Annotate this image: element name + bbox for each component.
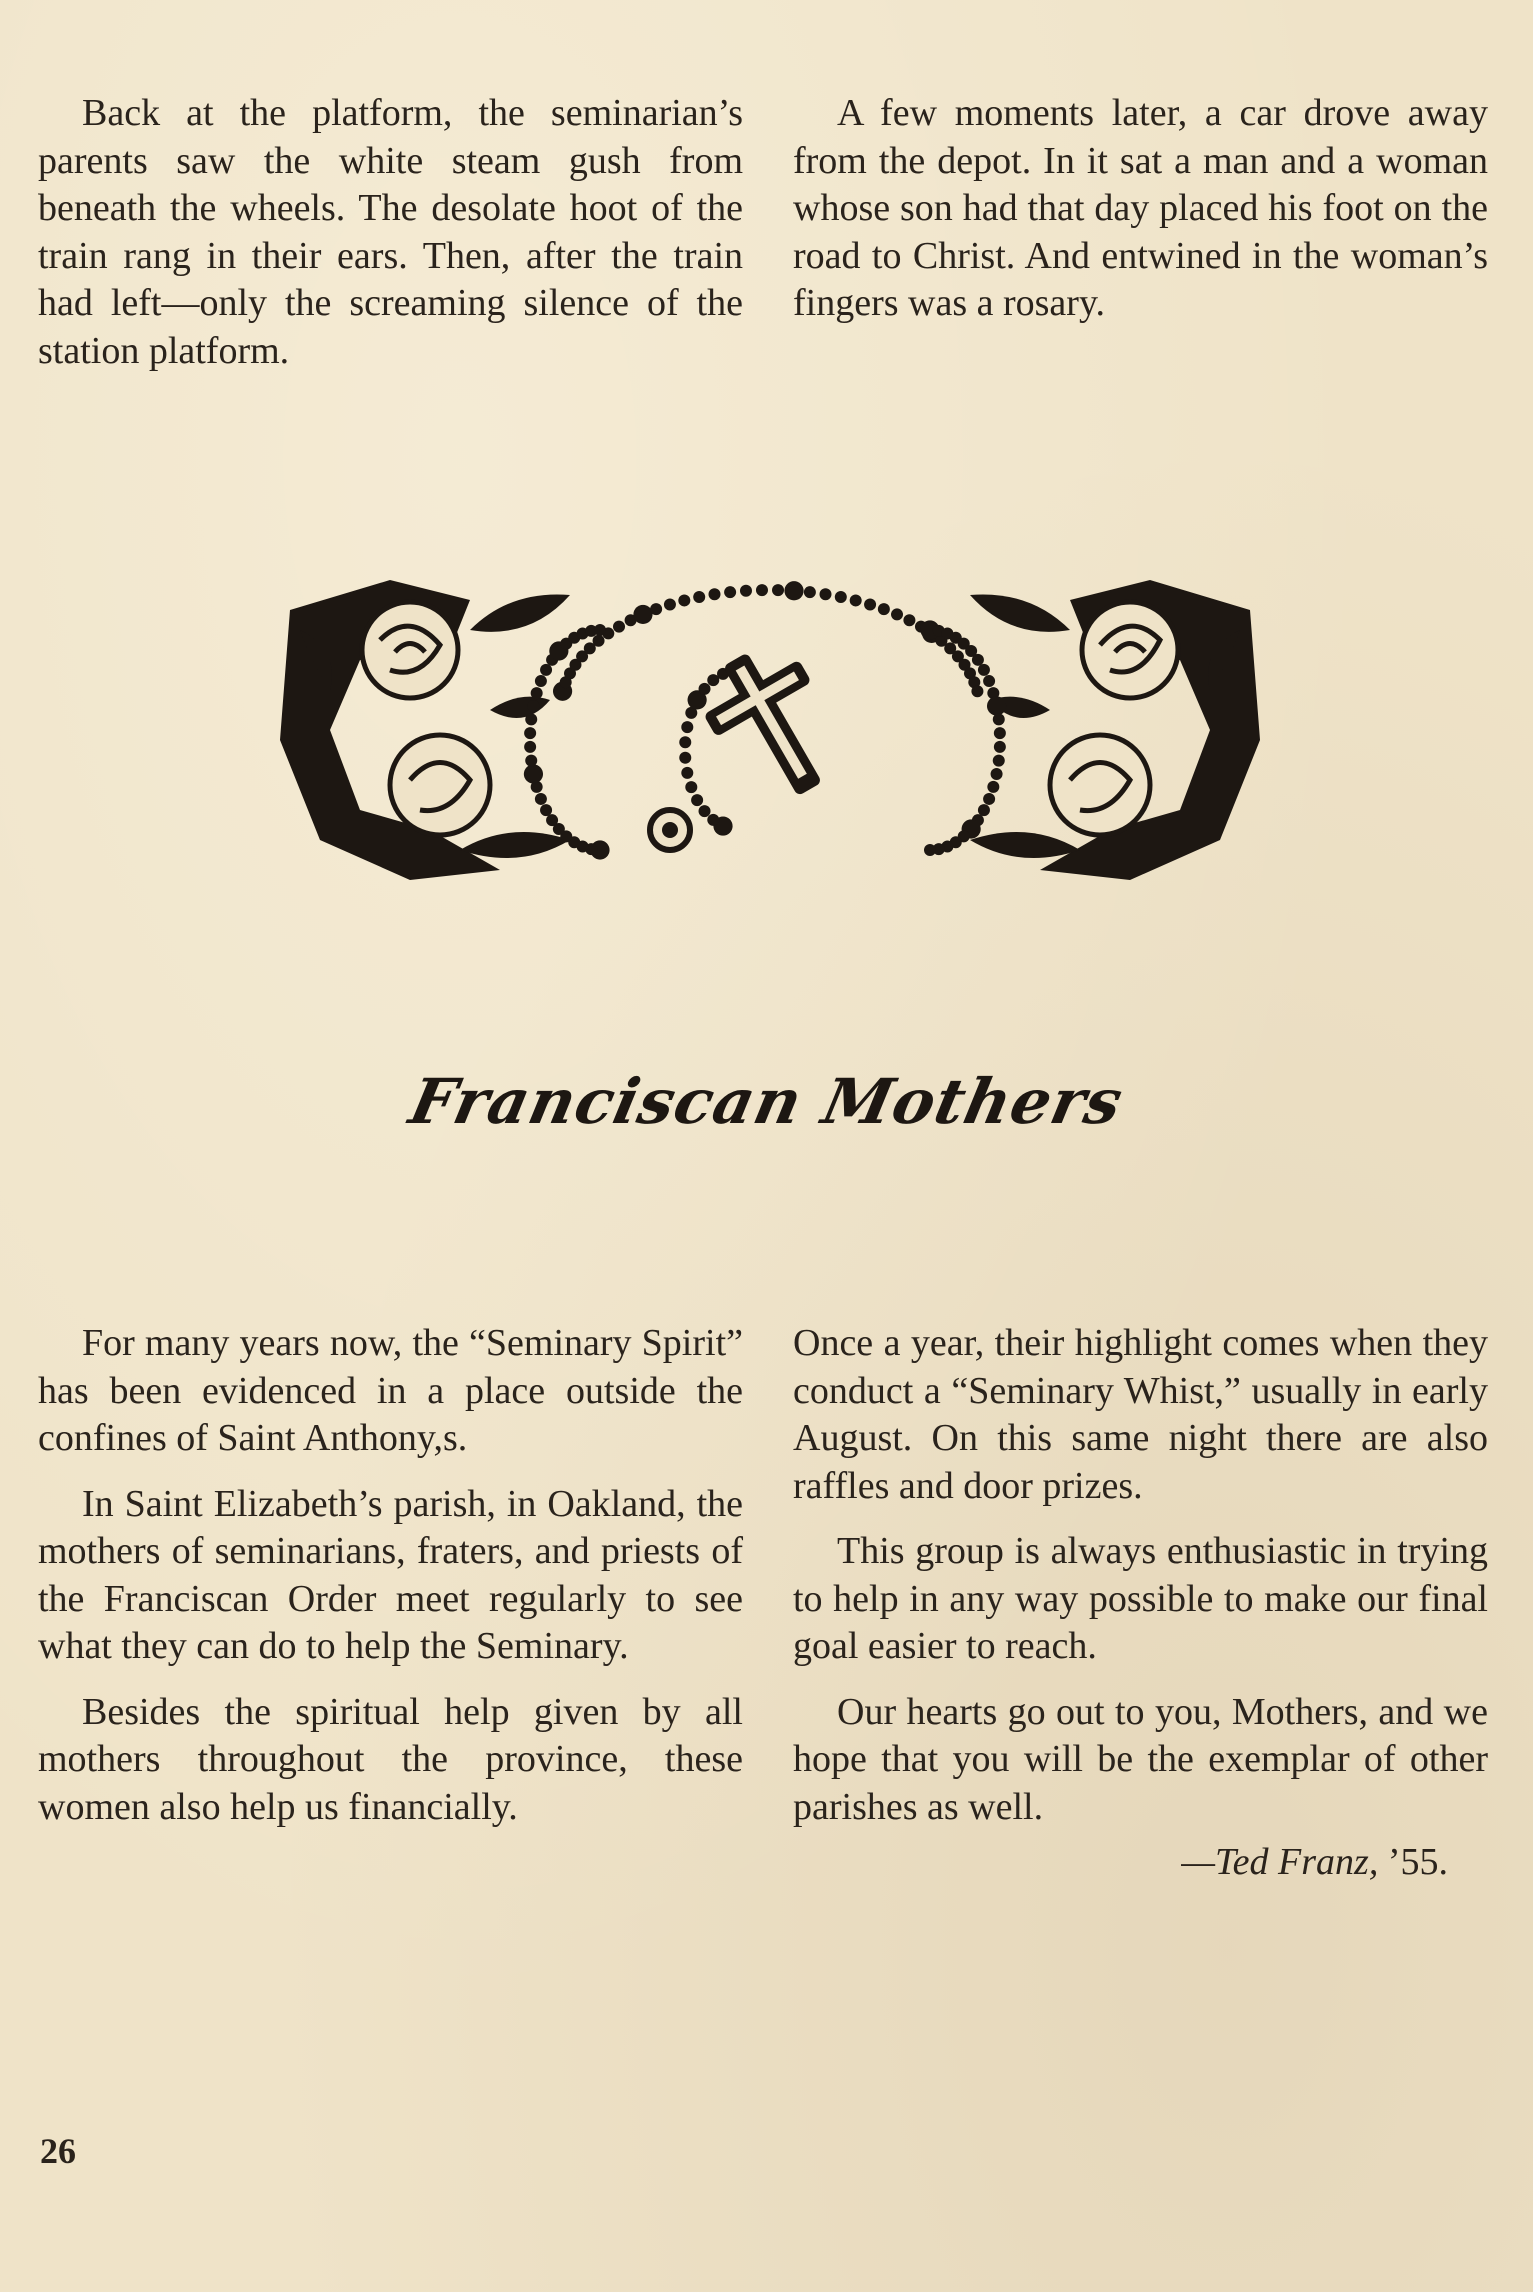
rosary-bead — [740, 585, 752, 597]
rosary-bead — [991, 768, 1003, 780]
author-year: ’55. — [1378, 1841, 1448, 1883]
rosary-bead — [535, 793, 547, 805]
rosary-bead — [633, 605, 652, 624]
paragraph: For many years now, the “Seminary Spirit” has been evidenced in a place outside the confines of Saint Anthony,s. — [38, 1322, 743, 1459]
rosary-bead — [546, 814, 558, 826]
rosary-bead — [679, 752, 691, 764]
rosary-bead — [983, 675, 995, 687]
column-bottom-right — [793, 1320, 1488, 1905]
rosary-bead — [524, 741, 536, 753]
rosary-bead — [524, 727, 536, 739]
rosary-bead — [540, 664, 552, 676]
rosary-bead — [983, 793, 995, 805]
rosary-bead — [772, 584, 784, 596]
rosary-bead — [709, 588, 721, 600]
rosary-and-roses-illustration — [270, 570, 1270, 890]
rosary-bead — [784, 581, 803, 600]
rosary-bead — [540, 804, 552, 816]
paragraph: Besides the spiritual help given by all mothers throughout the province, these women also help us financially. — [38, 1690, 743, 1828]
paragraph: A few moments later, a car drove away from the depot. In it sat a man and a woman whose son had that day placed his foot on the road to Christ. And entwined in the woman’s fingers was a rosary. — [793, 92, 1488, 324]
rosary-bead — [994, 741, 1006, 753]
rosary-bead — [594, 624, 606, 636]
rosary-bead — [679, 736, 691, 748]
rosary-bead — [987, 696, 1006, 715]
rosary-bead — [978, 664, 990, 676]
paragraph: Back at the platform, the seminarian’s parents saw the white steam gush from beneath the wheels. The desolate hoot of the train rang in their ears. Then, after the train had left—only the screaming silence of the station platform. — [38, 92, 743, 372]
rosary-bead — [993, 713, 1005, 725]
rosary-bead — [524, 764, 543, 783]
rosary-bead — [525, 713, 537, 725]
rosary-bead — [878, 603, 890, 615]
rosary-bead — [593, 635, 605, 647]
rosary-bead — [724, 586, 736, 598]
rosary-bead — [650, 603, 662, 615]
paragraph: This group is always enthusiastic in trying to help in any way possible to make our final goal easier to reach. — [793, 1530, 1488, 1667]
rosary-bead — [804, 586, 816, 598]
rosary-bead — [681, 721, 693, 733]
paragraph: Once a year, their highlight comes when they conduct a “Seminary Whist,” usually in early August. On this same night there are also raffles and door prizes. — [793, 1322, 1488, 1507]
rosary-bead — [664, 599, 676, 611]
rosary-bead — [864, 599, 876, 611]
column-bottom-left — [38, 1320, 743, 1849]
rosary-bead — [699, 805, 711, 817]
rosary-bead — [987, 781, 999, 793]
rosary-bead — [924, 844, 936, 856]
rosary-bead — [693, 591, 705, 603]
rosary-bead — [691, 794, 703, 806]
rosary-bead — [994, 727, 1006, 739]
rosary-bead — [972, 654, 984, 666]
rosary-bead — [707, 814, 719, 826]
page-number: 26 — [40, 2131, 76, 2171]
rosary-bead — [756, 584, 768, 596]
rosary-bead — [681, 767, 693, 779]
author-name: —Ted Franz, — [1181, 1841, 1379, 1883]
rosary-bead — [971, 685, 983, 697]
rosary-bead — [527, 700, 539, 712]
rosary-bead — [531, 687, 543, 699]
rosary-bead — [685, 781, 697, 793]
rosary-bead — [850, 594, 862, 606]
rosary-bead — [993, 755, 1005, 767]
rosary-bead — [678, 594, 690, 606]
section-heading: Franciscan Mothers — [403, 1065, 1130, 1138]
rosary-bead — [903, 614, 915, 626]
column-top-right — [793, 90, 1488, 346]
rosary-bead — [819, 588, 831, 600]
paragraph: In Saint Elizabeth’s parish, in Oakland, the mothers of seminarians, fraters, and priests of the Franciscan Order meet regularly to see what they can do to help the Seminary. — [38, 1482, 743, 1667]
rosary-bead — [891, 608, 903, 620]
column-top-left — [38, 90, 743, 393]
paragraph: Our hearts go out to you, Mothers, and we hope that you will be the exemplar of other parishes as well. — [793, 1690, 1488, 1828]
author-signature — [793, 1839, 1488, 1887]
rosary-bead — [525, 755, 537, 767]
rosary-bead — [535, 675, 547, 687]
rosary-bead — [613, 621, 625, 633]
rosary-bead — [699, 683, 711, 695]
rosary-bead — [978, 804, 990, 816]
rosary-bead — [835, 591, 847, 603]
